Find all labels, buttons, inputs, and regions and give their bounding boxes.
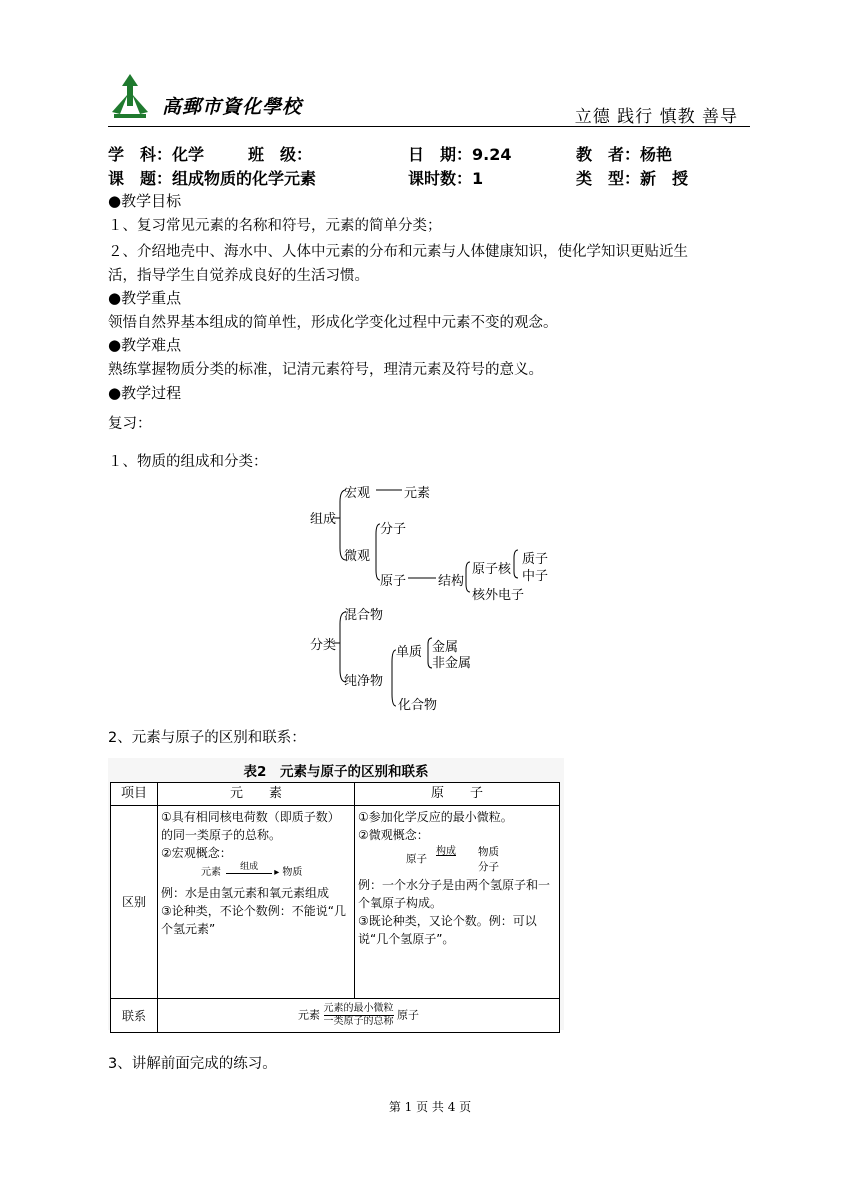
atom-point-3: ③既论种类，又论个数。例：可以说“几个氢原子”。 — [358, 914, 537, 946]
atom-flow-substance: 物质 — [478, 846, 499, 858]
row-difference-label: 区别 — [111, 806, 158, 999]
goals-heading: ●教学目标 — [108, 192, 182, 210]
subject-value: 化学 — [172, 145, 205, 164]
diagram-atom: 原子 — [380, 574, 407, 589]
comparison-table — [110, 782, 560, 1033]
header-divider — [108, 126, 750, 127]
element-cell — [158, 806, 355, 999]
header-atom: 原 子 — [355, 783, 560, 806]
link-top-text: 元素的最小微粒 — [323, 1003, 394, 1014]
link-bottom-text: 一类原子的总称 — [323, 1016, 394, 1027]
atom-point-1: ①参加化学反应的最小微粒。 — [358, 810, 513, 824]
element-flow-end: 物质 — [282, 867, 303, 878]
diagram-neutron: 中子 — [522, 569, 549, 584]
element-flow: 元素 组成 ▸ 物质 — [201, 862, 303, 878]
element-point-2: ②宏观概念： — [161, 846, 232, 860]
diagram-element: 元素 — [404, 486, 431, 501]
diagram-proton: 质子 — [522, 552, 549, 567]
atom-cell — [355, 806, 560, 999]
focus-heading: ●教学重点 — [108, 289, 182, 307]
topic-value: 组成物质的化学元素 — [172, 169, 317, 188]
diagram-composition: 组成 — [310, 512, 337, 527]
row-link-label: 联系 — [111, 999, 158, 1033]
element-atom-table — [108, 758, 564, 1030]
atom-example: 例：一个水分子是由两个氢原子和一个氧原子构成。 — [358, 878, 551, 910]
element-flow-start: 元素 — [201, 867, 221, 878]
diagram-pure-substance: 纯净物 — [344, 674, 384, 689]
header-item: 项目 — [111, 783, 158, 806]
date-label: 日 期： — [408, 145, 473, 164]
atom-flow-molecule: 分子 — [478, 861, 499, 873]
item-3-title: 3、讲解前面完成的练习。 — [108, 1056, 277, 1072]
topic-label: 课 题： — [108, 169, 173, 188]
goal-2-line-2: 活，指导学生自觉养成良好的生活习惯。 — [108, 268, 369, 284]
diagram-nucleus: 原子核 — [472, 562, 512, 577]
item-2-title: 2、元素与原子的区别和联系： — [108, 730, 306, 746]
element-flow-arrow — [226, 862, 272, 874]
matter-diagram-lines — [300, 478, 570, 718]
class-label: 班 级： — [248, 145, 313, 164]
topic-field — [108, 166, 316, 189]
teacher-label: 教 者： — [576, 145, 641, 164]
subject-label: 学 科： — [108, 145, 173, 164]
class-field — [248, 142, 312, 165]
diagram-macro: 宏观 — [344, 486, 371, 501]
diagram-nonmetal: 非金属 — [432, 656, 472, 671]
diagram-elementary-substance: 单质 — [396, 645, 423, 660]
diagram-metal: 金属 — [432, 640, 459, 655]
type-label: 类 型： — [576, 169, 641, 188]
diagram-micro: 微观 — [344, 549, 371, 564]
goal-1: １、复习常见元素的名称和符号，元素的简单分类； — [108, 218, 442, 234]
hours-label: 课时数： — [408, 169, 473, 188]
school-motto: 立德 践行 慎教 善导 — [574, 107, 738, 127]
link-cell — [158, 999, 560, 1033]
type-field — [576, 166, 688, 189]
link-atom: 原子 — [397, 1008, 419, 1022]
item-1-title: １、物质的组成和分类： — [108, 454, 268, 470]
focus-text: 领悟自然界基本组成的简单性，形成化学变化过程中元素不变的观念。 — [108, 315, 558, 331]
teacher-field — [576, 142, 672, 165]
diagram-classification: 分类 — [310, 638, 337, 653]
school-name: 高郵市資化學校 — [162, 96, 303, 118]
atom-flow-start: 原子 — [406, 853, 427, 865]
atom-flow — [358, 844, 556, 876]
element-example: 例：水是由氢元素和氧元素组成 — [161, 886, 330, 900]
hours-field — [408, 166, 483, 189]
difficulty-heading: ●教学难点 — [108, 336, 182, 354]
diagram-compound: 化合物 — [398, 698, 438, 713]
hours-value: 1 — [472, 169, 484, 188]
diagram-structure: 结构 — [438, 574, 465, 589]
element-point-3: ③论种类，不论个数例：不能说“几个氢元素” — [161, 904, 346, 936]
type-value: 新 授 — [640, 169, 689, 188]
atom-flow-verb: 构成 — [436, 846, 456, 857]
date-value: 9.24 — [472, 145, 512, 164]
diagram-mixture: 混合物 — [344, 608, 384, 623]
link-relation — [324, 1003, 394, 1028]
link-element: 元素 — [298, 1008, 320, 1022]
table-caption: 表2 元素与原子的区别和联系 — [243, 764, 429, 780]
element-point-1: ①具有相同核电荷数（即质子数）的同一类原子的总称。 — [161, 810, 340, 842]
difficulty-text: 熟练掌握物质分类的标准，记清元素符号，理清元素及符号的意义。 — [108, 362, 543, 378]
diagram-electron: 核外电子 — [472, 588, 525, 603]
subject-field — [108, 142, 204, 165]
review-label: 复习： — [108, 416, 152, 432]
process-heading: ●教学过程 — [108, 384, 182, 402]
atom-point-2: ②微观概念： — [358, 828, 429, 842]
diagram-molecule: 分子 — [380, 522, 407, 537]
date-field — [408, 142, 512, 165]
element-flow-verb: 组成 — [240, 862, 259, 872]
teacher-value: 杨艳 — [640, 145, 673, 164]
page-footer: 第 1 页 共 4 页 — [388, 1100, 472, 1114]
goal-2-line-1: ２、介绍地壳中、海水中、人体中元素的分布和元素与人体健康知识，使化学知识更贴近生 — [108, 244, 688, 260]
header-element: 元 素 — [158, 783, 355, 806]
